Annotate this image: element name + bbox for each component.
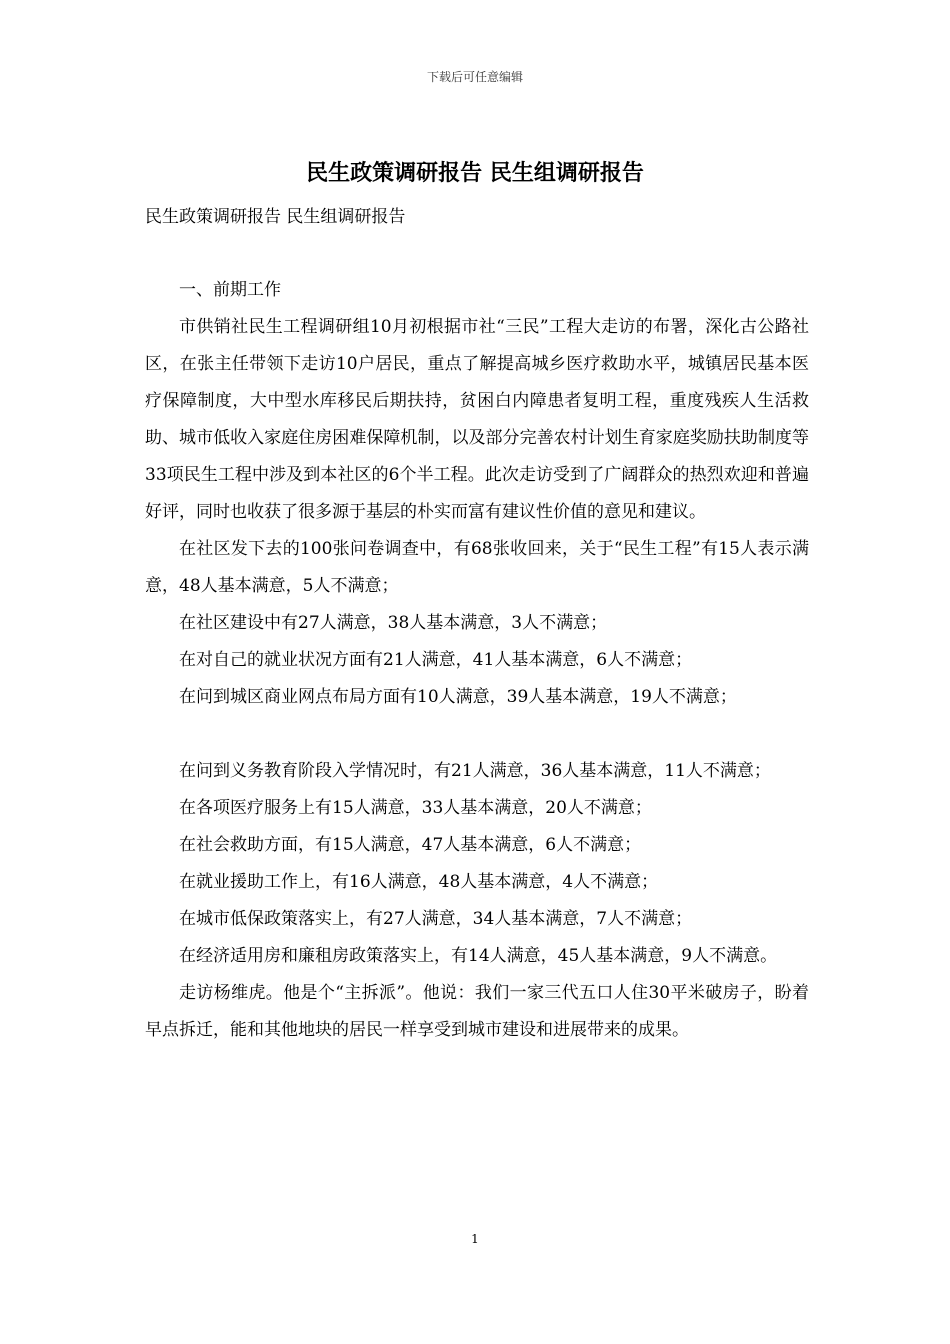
paragraph-low-income: 在城市低保政策落实上，有27人满意，34人基本满意，7人不满意； [179,909,693,929]
section-heading: 一、前期工作 [179,280,281,300]
paragraph-social-aid: 在社会救助方面，有15人满意，47人基本满意，6人不满意； [179,835,642,855]
document-body [145,272,809,1049]
paragraph-employment: 在对自己的就业状况方面有21人满意，41人基本满意，6人不满意； [179,650,693,670]
paragraph-housing: 在经济适用房和廉租房政策落实上，有14人满意，45人基本满意，9人不满意。 [179,946,778,966]
document-subtitle: 民生政策调研报告 民生组调研报告 [145,207,406,227]
paragraph-education: 在问到义务教育阶段入学情况时，有21人满意，36人基本满意，11人不满意； [179,761,771,781]
paragraph-community: 在社区建设中有27人满意，38人基本满意，3人不满意； [179,613,608,633]
paragraph-commerce: 在问到城区商业网点布局方面有10人满意，39人基本满意，19人不满意； [179,687,737,707]
paragraph-intro: 市供销社民生工程调研组10月初根据市社“三民”工程大走访的布署，深化古公路社区，在张主任带领下走访10户居民，重点了解提高城乡医疗救助水平，城镇居民基本医疗保障制度，大中型水库移民后期扶持，贫困白内障患者复明工程，重度残疾人生活救助、城市低收入家庭住房困难保障机制，以及部分完善农村计划生育家庭奖励扶助制度等33项民生工程中涉及到本社区的6个半工程。此次走访受到了广阔群众的热烈欢迎和普遍好评，同时也收获了很多源于基层的朴实而富有建议性价值的意见和建议。 [145,317,809,522]
paragraph-job-aid: 在就业援助工作上，有16人满意，48人基本满意，4人不满意； [179,872,659,892]
paragraph-medical: 在各项医疗服务上有15人满意，33人基本满意，20人不满意； [179,798,652,818]
document-title: 民生政策调研报告 民生组调研报告 [306,161,644,186]
paragraph-survey: 在社区发下去的100张问卷调查中，有68张收回来，关于“民生工程”有15人表示满意，48人基本满意，5人不满意； [145,539,809,596]
page-header-note: 下载后可任意编辑 [426,70,523,84]
paragraph-interview: 走访杨维虎。他是个“主拆派”。他说：我们一家三代五口人住30平米破房子，盼着早点拆迁，能和其他地块的居民一样享受到城市建设和进展带来的成果。 [145,983,809,1040]
page-number: 1 [471,1232,479,1246]
paragraph-spacer [145,716,809,753]
